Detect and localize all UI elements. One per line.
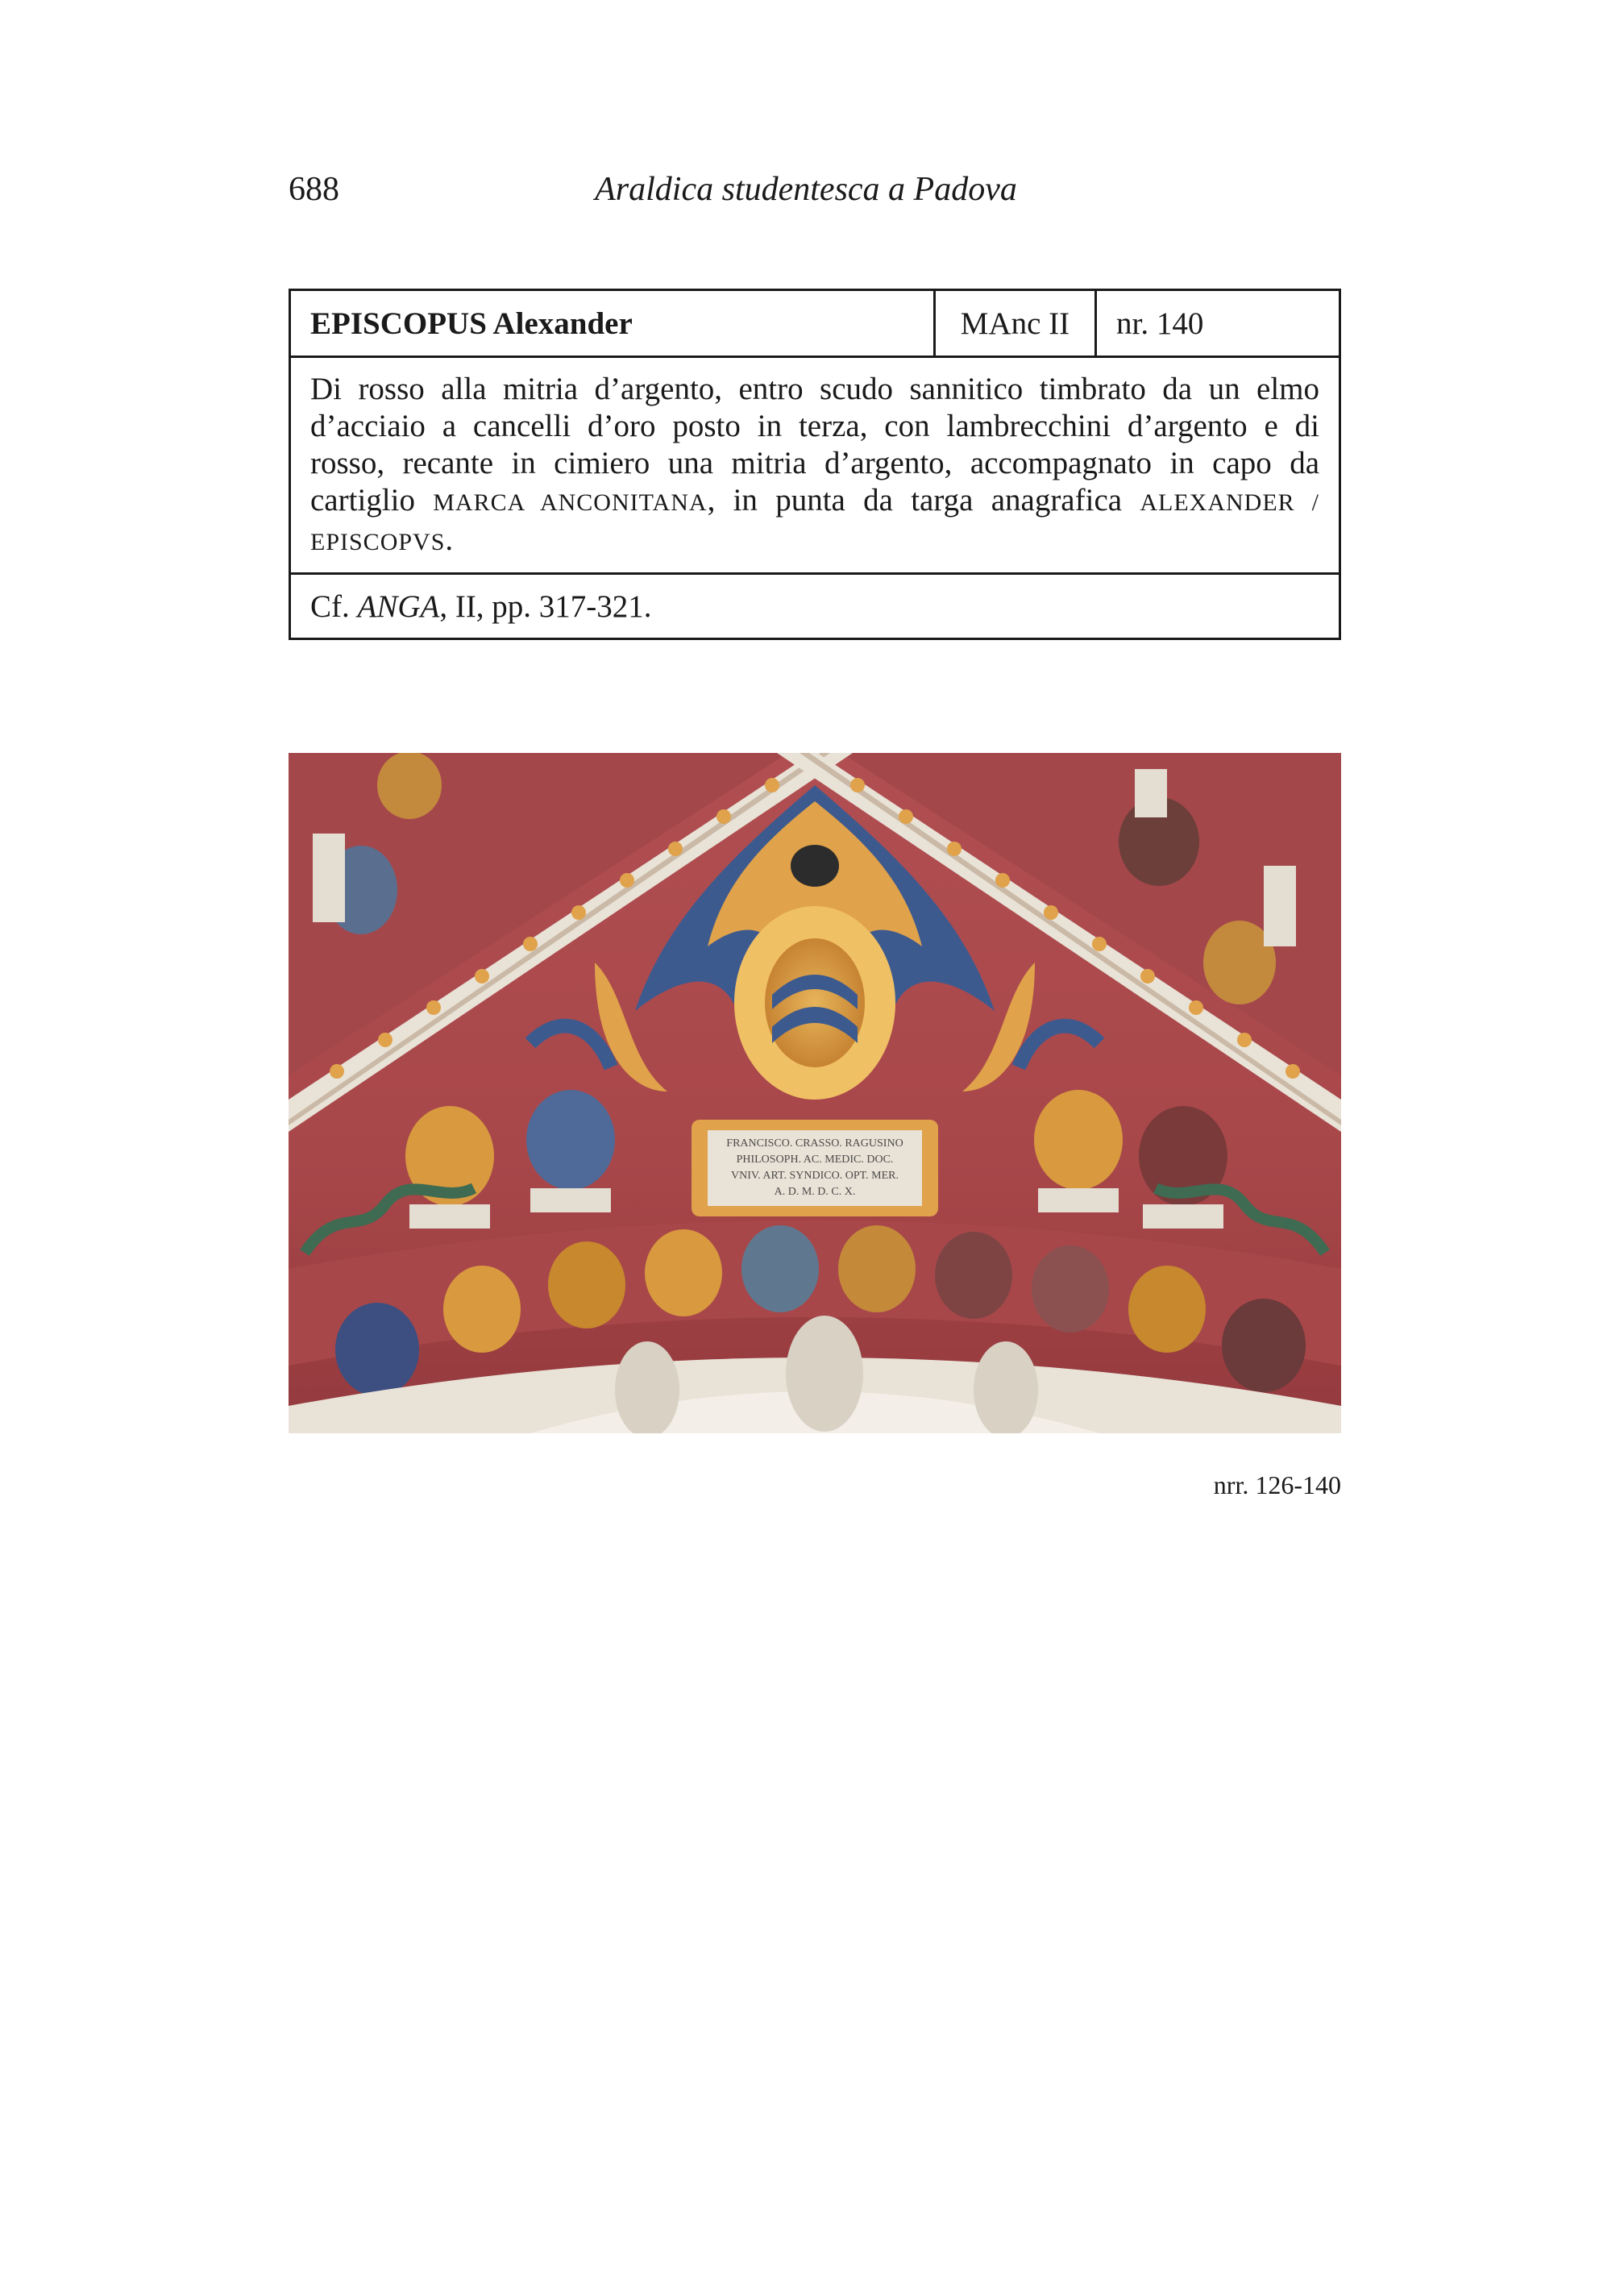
figure-caption: nrr. 126-140 <box>1213 1470 1341 1499</box>
label-surname-text: EPISCOPVS <box>310 529 446 555</box>
reference-row <box>291 575 1339 638</box>
reference-work: ANGA <box>357 588 440 624</box>
blazon-line: Di rosso alla mitria d’argento, entro scudo sannitico timbrato da un elmo <box>310 372 1319 406</box>
plaque-line: FRANCISCO. CRASSO. RAGUSINO <box>726 1137 903 1150</box>
reference-prefix: Cf. <box>310 588 350 624</box>
blazon-line <box>310 482 1319 522</box>
entry-number: nr. 140 <box>1116 306 1204 341</box>
page-number: 688 <box>289 171 339 208</box>
blazon-line: rosso, recante in cimiero una mitria d’argento, accompagnato in capo da <box>310 446 1319 480</box>
blazon-text-segment: , in punta da targa anagrafica <box>707 483 1140 518</box>
entry-table <box>289 289 1341 640</box>
reference-suffix: , II, pp. 317-321. <box>439 588 652 624</box>
plaque-line: PHILOSOPH. AC. MEDIC. DOC. <box>736 1154 894 1166</box>
entry-collection: MAnc II <box>936 291 1097 356</box>
blazon-text <box>291 358 1339 575</box>
plaque-line: VNIV. ART. SYNDICO. OPT. MER. <box>730 1170 899 1182</box>
blazon-text-segment: cartiglio <box>310 483 434 518</box>
label-name-text: ALEXANDER / <box>1140 489 1320 516</box>
blazon-line: d’acciaio a cancelli d’oro posto in terza, con lambrecchini d’argento e di <box>310 409 1319 443</box>
entry-header-row <box>291 291 1339 358</box>
blazon-text-segment: . <box>445 522 454 557</box>
entry-name: EPISCOPUS Alexander <box>291 291 936 356</box>
running-title: Araldica studentesca a Padova <box>595 171 1017 208</box>
blazon-line <box>310 522 1319 561</box>
plaque-line: A. D. M. D. C. X. <box>774 1186 856 1198</box>
fresco-photograph <box>289 753 1341 1433</box>
motto-text: MARCA ANCONITANA <box>433 489 708 516</box>
